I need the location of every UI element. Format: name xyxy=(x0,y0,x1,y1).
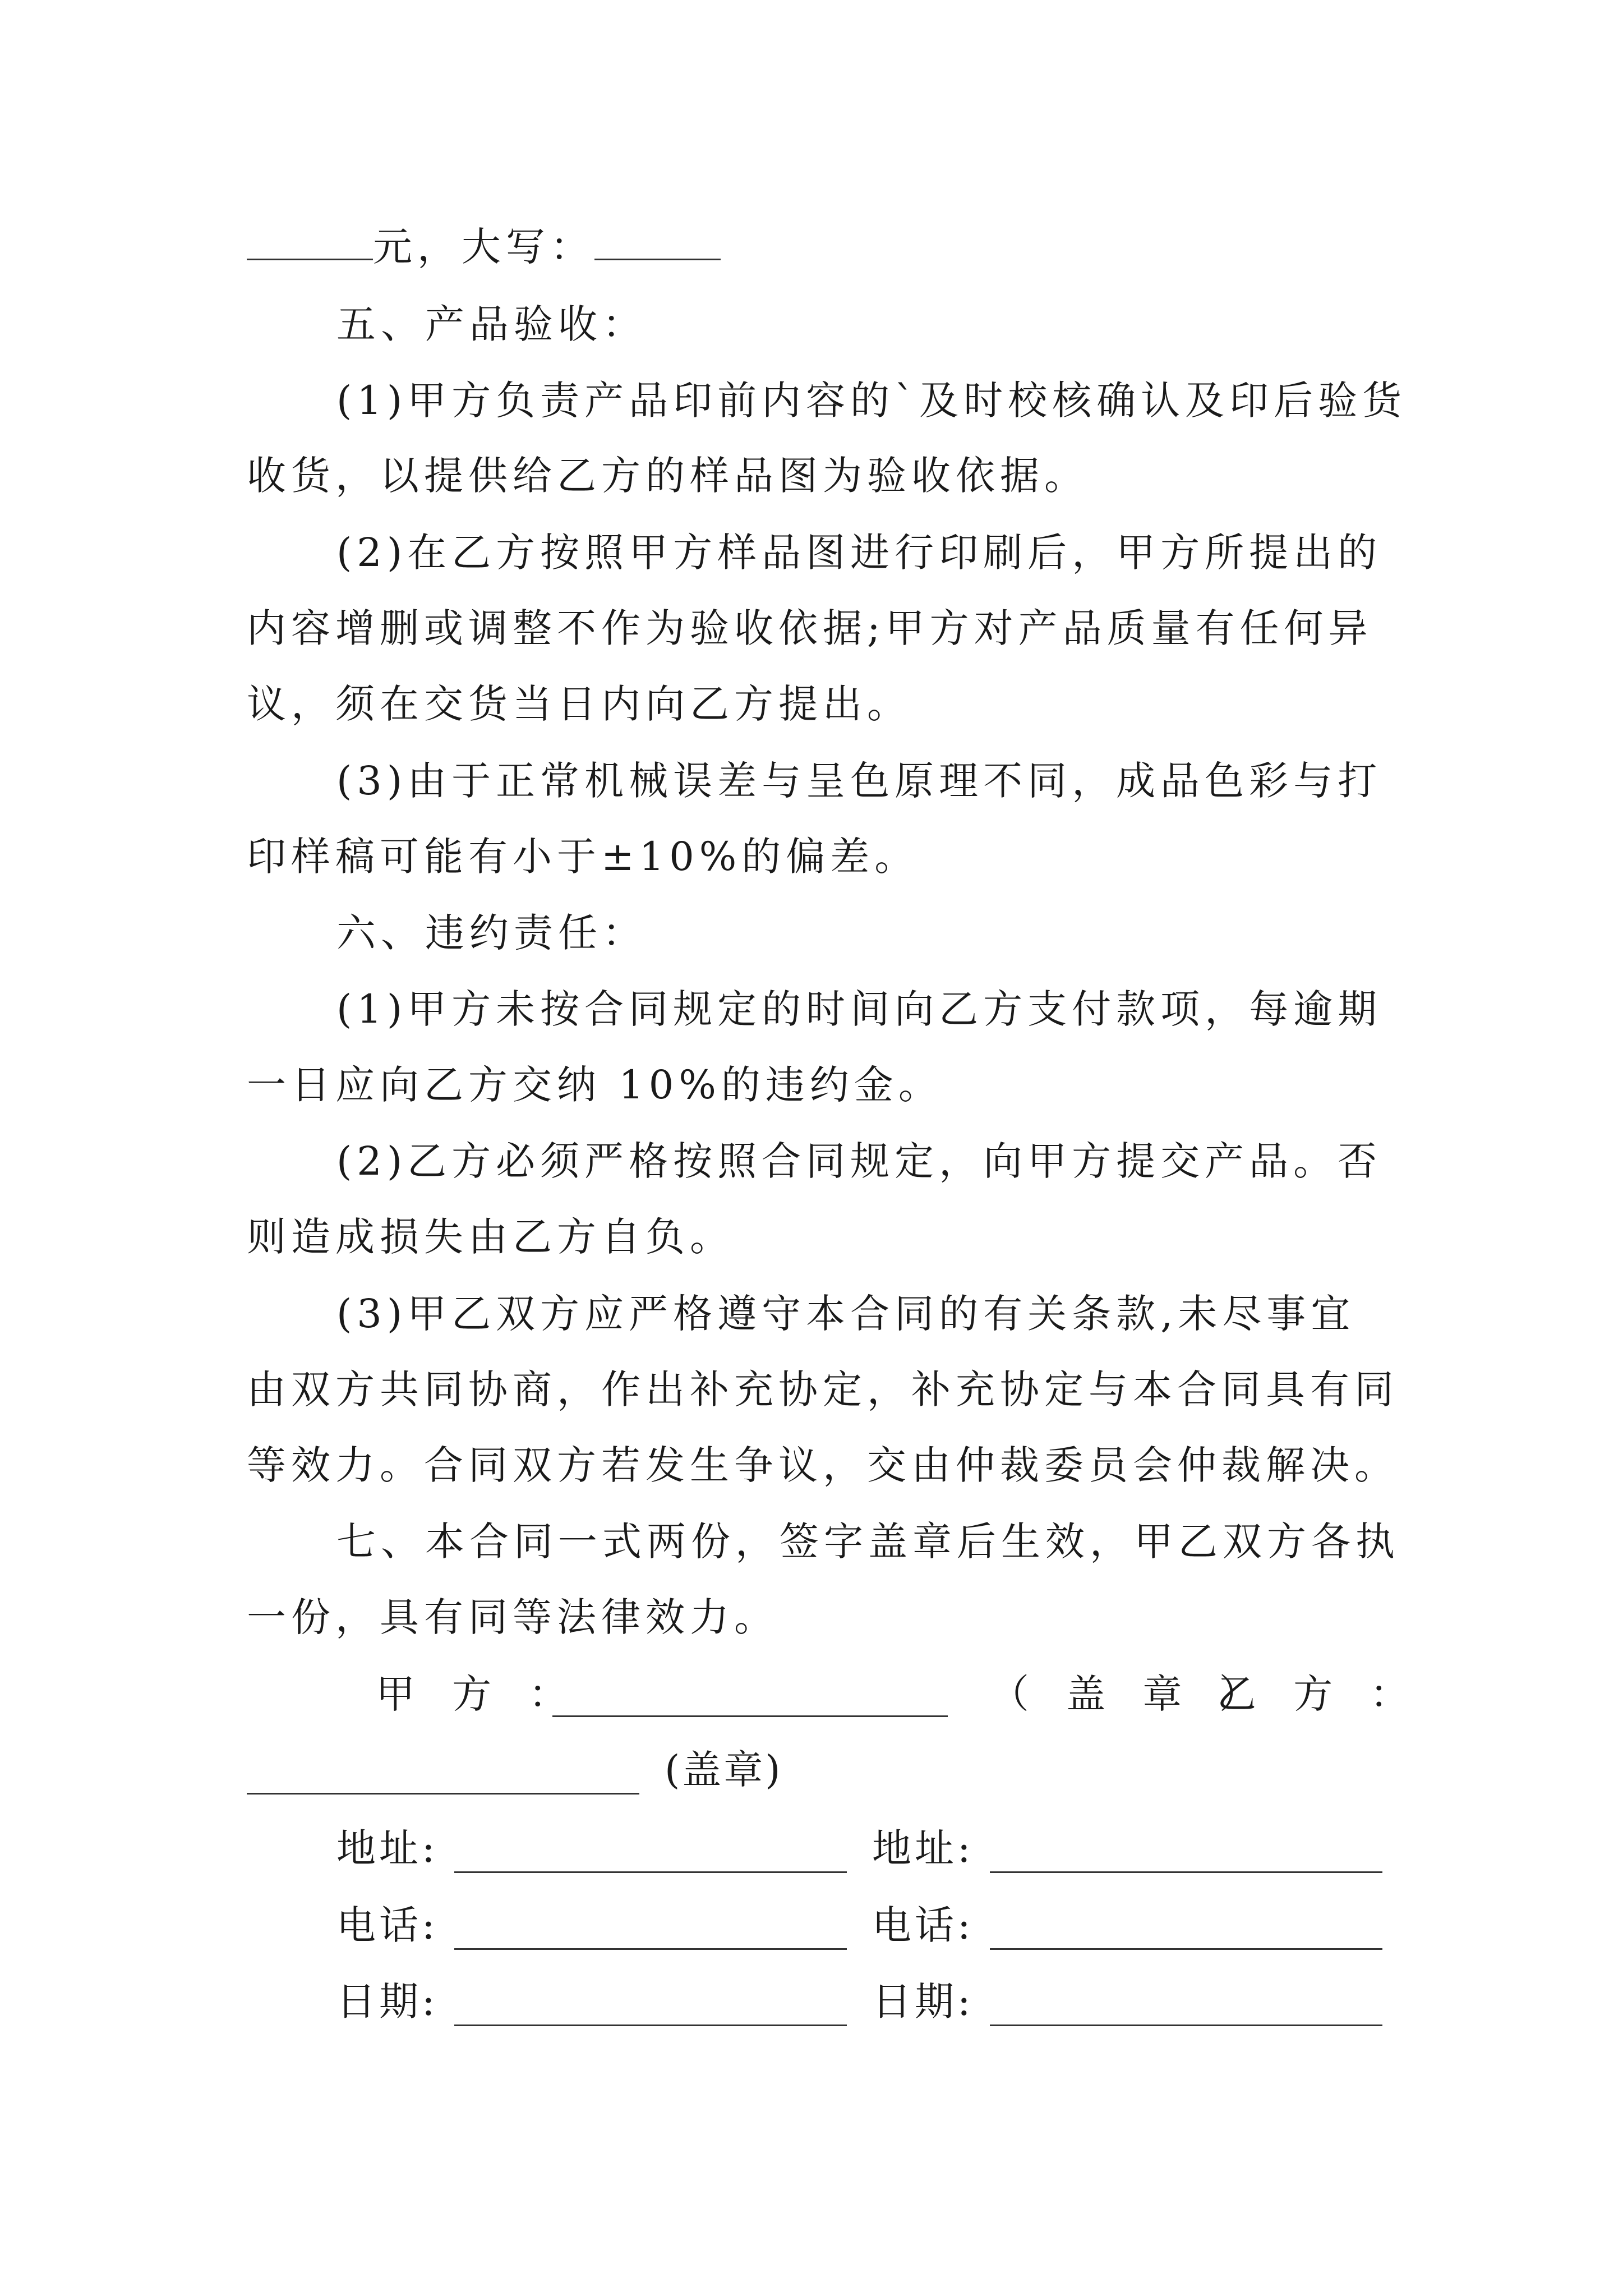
party-a-blank xyxy=(552,1714,948,1717)
party-a-address-blank xyxy=(454,1870,847,1873)
party-b-blank xyxy=(247,1791,639,1795)
phone-label-b: 电话: xyxy=(872,1902,974,1948)
section6-heading: 六、违约责任： xyxy=(336,910,647,956)
amount-line xyxy=(247,219,1385,275)
section6-item3-line3: 等效力。合同双方若发生争议，交由仲裁委员会仲裁解决。 xyxy=(247,1442,1399,1488)
section6-item2-line1: (2)乙方必须严格按照合同规定，向甲方提交产品。否 xyxy=(336,1138,1382,1184)
section5-item1-line1: (1)甲方负责产品印前内容的`及时校核确认及印后验货 xyxy=(336,378,1407,424)
section5-item2-line1: (2)在乙方按照甲方样品图进行印刷后，甲方所提出的 xyxy=(336,530,1382,576)
section5-item3-line2: 印样稿可能有小于±10%的偏差。 xyxy=(247,834,919,880)
party-a-label: 甲 方 ： xyxy=(376,1671,580,1717)
party-a-address-label xyxy=(336,1820,439,1876)
section5-item2-line3: 议，须在交货当日内向乙方提出。 xyxy=(247,681,911,727)
section5-item3-line1: (3)由于正常机械误差与呈色原理不同，成品色彩与打 xyxy=(336,758,1382,804)
section6-item3-line1: (3)甲乙双方应严格遵守本合同的有关条款,未尽事宜 xyxy=(336,1291,1355,1337)
party-a-seal: （ 盖 章 ） xyxy=(990,1671,1271,1717)
party-a-phone-label xyxy=(336,1897,439,1953)
section6-item2-line2: 则造成损失由乙方自负。 xyxy=(247,1214,734,1260)
date-label-b: 日期: xyxy=(872,1978,974,2024)
party-b-address-blank xyxy=(990,1870,1382,1873)
section6-item1-line2: 一日应向乙方交纳 10%的违约金。 xyxy=(247,1062,943,1108)
amount-uppercase-blank xyxy=(594,224,721,260)
party-b-date-label xyxy=(872,1973,974,2030)
section5-item1-line2: 收货，以提供给乙方的样品图为验收依据。 xyxy=(247,453,1089,499)
section6-item1-line1: (1)甲方未按合同规定的时间向乙方支付款项，每逾期 xyxy=(336,986,1382,1032)
amount-unit-text: 元，大写： xyxy=(373,224,594,270)
amount-blank xyxy=(247,224,373,260)
party-b-date-blank xyxy=(990,2023,1382,2026)
party-b-phone-label xyxy=(872,1897,974,1953)
address-label-a: 地址: xyxy=(336,1825,439,1871)
section6-item3-line2: 由双方共同协商，作出补充协定，补充协定与本合同具有同 xyxy=(247,1366,1399,1412)
party-a-date-blank xyxy=(454,2023,847,2026)
party-b-phone-blank xyxy=(990,1947,1382,1950)
phone-label-a: 电话: xyxy=(336,1902,439,1948)
date-label-a: 日期: xyxy=(336,1978,439,2024)
party-b-address-label xyxy=(872,1820,974,1876)
section5-item2-line2: 内容增删或调整不作为验收依据;甲方对产品质量有任何异 xyxy=(247,605,1373,651)
party-b-label: 乙 方 ： xyxy=(1217,1671,1422,1717)
party-b-seal: (盖章) xyxy=(665,1747,783,1793)
section7-line1: 七、本合同一式两份，签字盖章后生效，甲乙双方各执 xyxy=(336,1519,1400,1565)
address-label-b: 地址: xyxy=(872,1825,974,1871)
section7-line2: 一份，具有同等法律效力。 xyxy=(247,1594,778,1640)
party-a-date-label xyxy=(336,1973,439,2030)
party-a-phone-blank xyxy=(454,1947,847,1950)
section5-heading: 五、产品验收： xyxy=(336,301,647,347)
